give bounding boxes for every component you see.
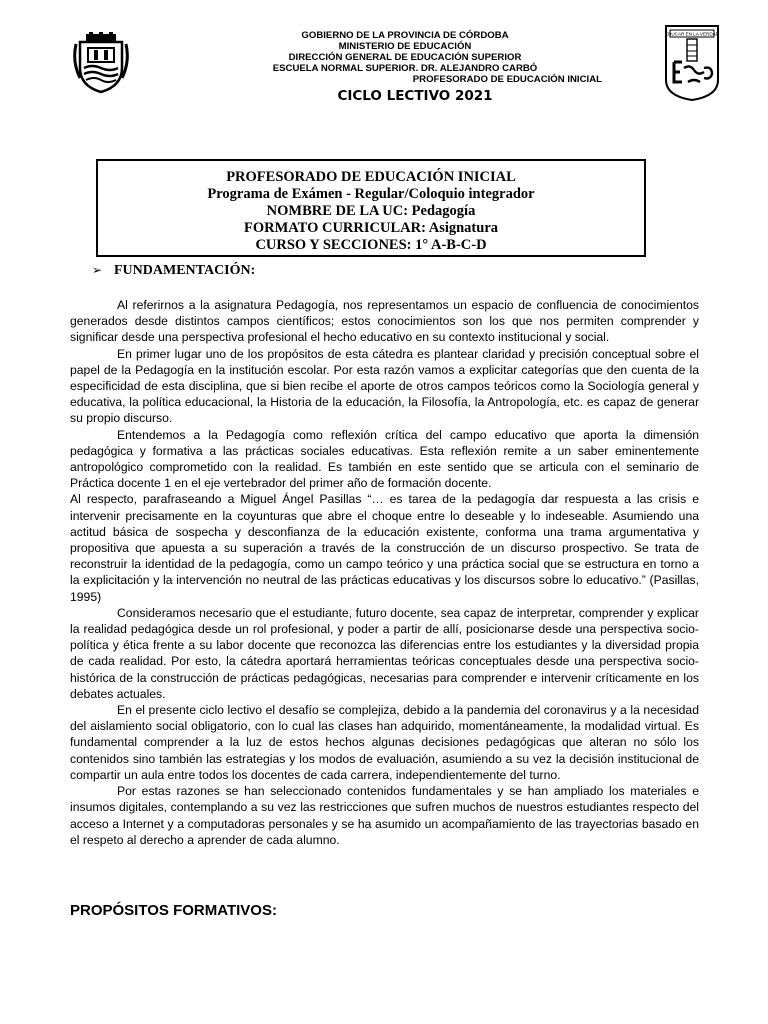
school-logo-icon bbox=[664, 22, 720, 102]
header-line: MINISTERIO DE EDUCACIÓN bbox=[338, 41, 472, 52]
header-line: ESCUELA NORMAL SUPERIOR. DR. ALEJANDRO CARBÓ bbox=[272, 63, 538, 74]
paragraph: Consideramos necesario que el estudiante, futuro docente, sea capaz de interpretar, comprender y explicar la realidad pedagógica desde un rol profesional, y poder a partir de allí, posicionarse desde una perspectiva socio-política y ética frente a su labor docente que reconozca las diferencias entre los estudiantes y la diversidad propia de cada realidad. Por esto, la cátedra aportará herramientas teóricas conceptuales desde una perspectiva socio-histórica de la construcción de prácticas pedagógicas, necesarias para comprender e intervenir críticamente en los debates actuales. bbox=[70, 605, 699, 701]
header-line: DIRECCIÓN GENERAL DE EDUCACIÓN SUPERIOR bbox=[288, 52, 522, 63]
title-line: PROFESORADO DE EDUCACIÓN INICIAL bbox=[226, 169, 516, 185]
province-crest-icon bbox=[72, 32, 130, 94]
paragraph: Al referirnos a la asignatura Pedagogía, nos representamos un espacio de confluencia de conocimientos generados desde distintos campos científicos; estos conocimientos son los que nos permiten comprender y significar desde una perspectiva profesional el hecho educativo en su contexto institucional y social. bbox=[70, 298, 699, 345]
section-heading-purposes: PROPÓSITOS FORMATIVOS: bbox=[70, 902, 277, 919]
school-year: CICLO LECTIVO 2021 bbox=[337, 88, 493, 104]
institution-header bbox=[200, 30, 610, 85]
title-line: NOMBRE DE LA UC: Pedagogía bbox=[266, 203, 476, 219]
header-line: GOBIERNO DE LA PROVINCIA DE CÓRDOBA bbox=[301, 30, 509, 41]
body-text bbox=[70, 297, 699, 848]
program-title-box bbox=[96, 159, 646, 257]
paragraph: Por estas razones se han seleccionado contenidos fundamentales y se han ampliado los materiales e insumos digitales, contemplando a su vez las restricciones que sufren muchos de nuestros estudiantes respecto del acceso a Internet y a computadoras personales y se ha asumido un acompañamiento de las trayectorias basado en el respeto al derecho a aprender de cada alumno. bbox=[70, 784, 699, 847]
section-heading bbox=[92, 263, 255, 279]
arrow-bullet-icon: ➢ bbox=[92, 263, 103, 277]
school-logo-motto: EDUCAR EN LA VERDAD bbox=[664, 31, 720, 37]
paragraph: Entendemos a la Pedagogía como reflexión crítica del campo educativo que aporta la dimensión pedagógica y formativa a las prácticas sociales educativas. Esta reflexión remite a un saber eminentemente antropológico comprometido con la realidad. Es también en este sentido que se articula con el seminario de Práctica docente 1 en el eje vertebrador del primer año de formación docente. bbox=[70, 427, 699, 491]
header-line: PROFESORADO DE EDUCACIÓN INICIAL bbox=[412, 74, 602, 85]
title-line: CURSO Y SECCIONES: 1° A-B-C-D bbox=[255, 237, 487, 253]
paragraph: En primer lugar uno de los propósitos de esta cátedra es plantear claridad y precisión conceptual sobre el papel de la Pedagogía en la institución escolar. Por esta razón vamos a explicitar categorías que den cuenta de la especificidad de esta disciplina, que si bien recibe el aporte de otros campos teóricos como la Sociología general y educativa, la política educacional, la Historia de la educación, la Filosofía, la Antropología, etc. es capaz de generar su propio discurso. bbox=[70, 346, 699, 426]
title-line: FORMATO CURRICULAR: Asignatura bbox=[243, 220, 499, 236]
paragraph: En el presente ciclo lectivo el desafío se complejiza, debido a la pandemia del coronavirus y a la necesidad del aislamiento social obligatorio, con lo cual las clases han adquirido, momentáneamente, la modalidad virtual. Es fundamental comprender a la luz de estos hechos algunas decisiones pedagógicas que alteran no sólo los contenidos sino también las estrategias y los modos de evaluación, asumiendo a su vez la decisión institucional de compartir un aula entre todos los docentes de cada carrera, independientemente del turno. bbox=[70, 703, 699, 782]
title-line: Programa de Exámen - Regular/Coloquio integrador bbox=[207, 186, 535, 202]
paragraph: Al respecto, parafraseando a Miguel Ángel Pasillas “… es tarea de la pedagogía dar respuesta a las crisis e intervenir precisamente en la coyunturas que abre el choque entre lo deseable y lo indeseable. Asumiendo una actitud básica de sospecha y desconfianza de la educación existente, conforma una trama argumentativa y propositiva que apuesta a su superación a través de la construcción de un discurso prospectivo. Se trata de reconstruir la identidad de la pedagogía, como un campo teórico y una práctica social que se estructura en torno a la explicitación y la intervención no neutral de las prácticas educativas y los discursos sobre lo educativo.” (Pasillas, 1995) bbox=[70, 492, 699, 604]
section-heading-text: FUNDAMENTACIÓN: bbox=[114, 263, 256, 278]
